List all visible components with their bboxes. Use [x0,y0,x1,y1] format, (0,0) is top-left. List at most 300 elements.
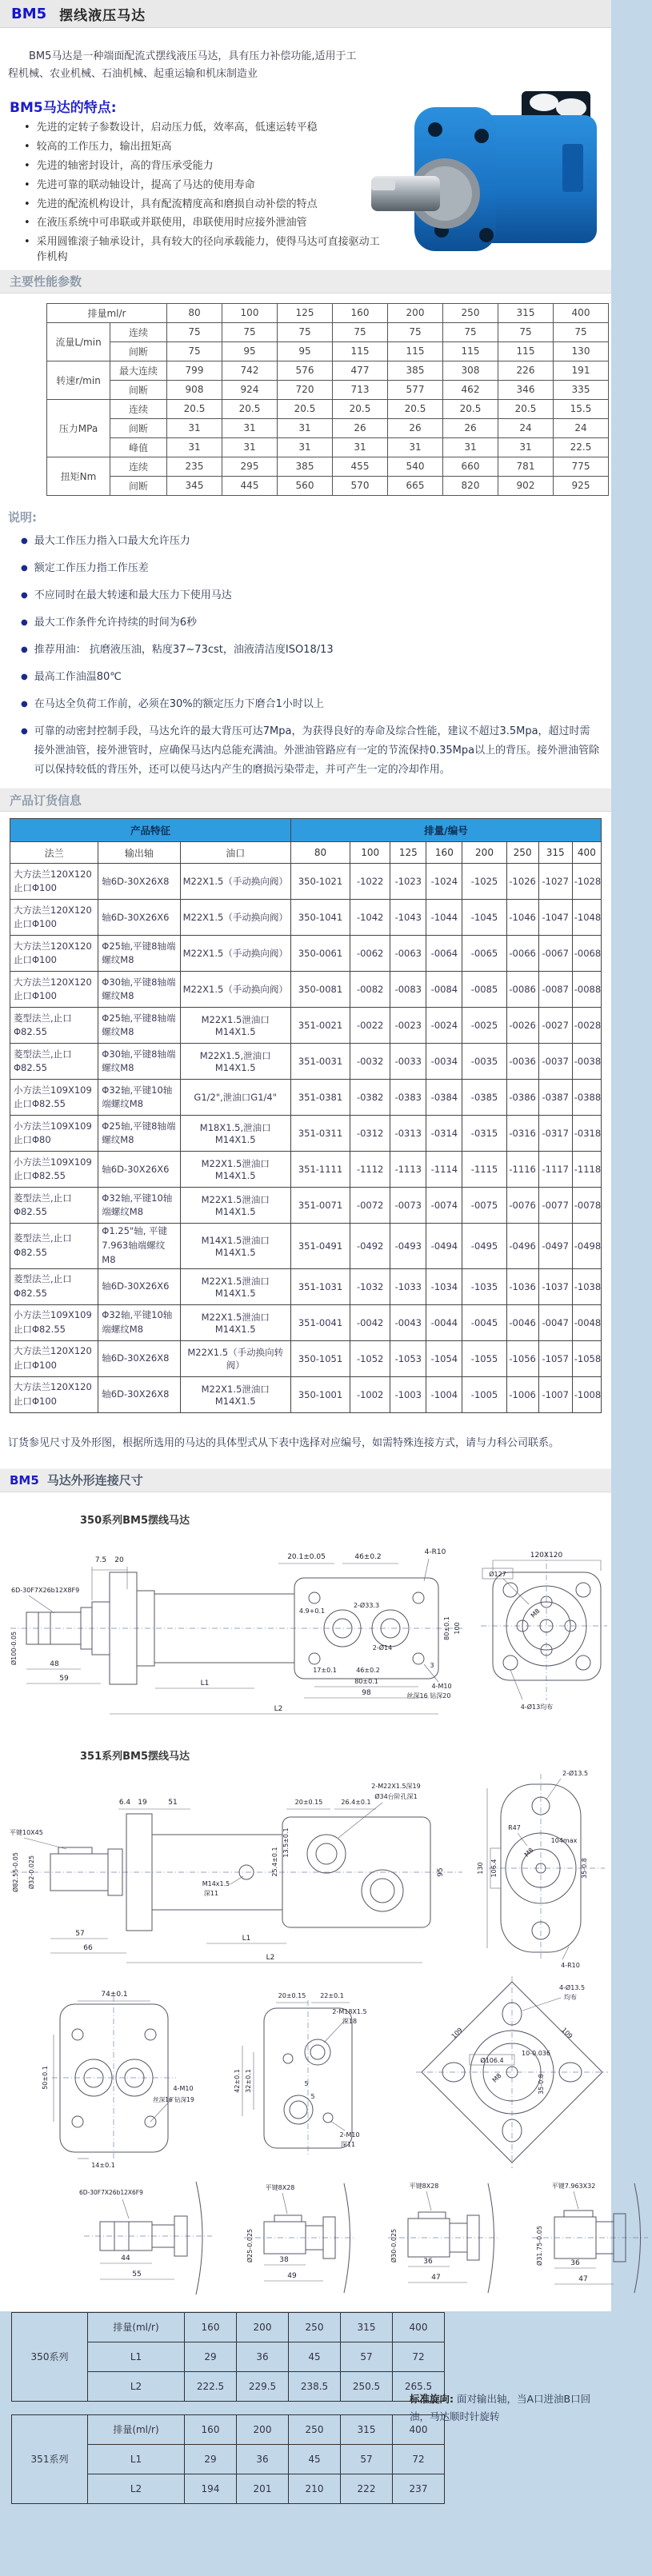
data-cell: -0026 [506,1008,538,1044]
data-cell: -0087 [538,972,572,1008]
group-cell: 扭矩Nm [47,457,110,495]
data-cell: 924 [222,380,278,399]
shaft-cell: Φ30轴,平键8轴端螺纹M8 [98,972,180,1008]
dim-label: 平键7.963X32 [551,2182,596,2190]
shaft-cell: 轴6D-30X26X6 [98,1152,180,1188]
data-cell: 820 [443,476,498,495]
data-cell: 31 [443,437,498,457]
drawing-351-end-view [473,1764,609,1972]
data-cell: -1004 [426,1376,462,1412]
page-title: 摆线液压马达 [59,7,146,24]
section-label: 产品订货信息 [10,793,82,808]
data-cell: -1042 [350,900,390,936]
data-cell: 75 [278,322,333,341]
port-cell: M14X1.5泄油口M14X1.5 [180,1224,290,1268]
intro-section [0,38,611,266]
table-row [10,972,602,1008]
note-item: ● 可靠的动密封控制手段，马达允许的最大背压可达7Mpa，为获得良好的寿命及综合性能，建议不超过3.5Mpa，超过时需接外泄油管，接外泄管时，应确保马达内总能充满油。外泄油管路应有一定的节流保持0.35Mpa以上的背压。接外泄油管除可以保持较低的背压外，还可以使马达内产生的磨损污染带走，并可产生一定的冷却作用。 [21,722,600,780]
dim-label: 49 [287,2271,297,2280]
data-cell: -0073 [390,1188,426,1224]
dim-label: 20.1±0.05 [287,1552,326,1561]
dim-label: 平键8X28 [409,2182,439,2190]
data-cell: -0074 [426,1188,462,1224]
table-row [47,476,609,495]
data-cell: -0385 [462,1080,506,1116]
table-row [47,361,609,380]
shaft-cell: 轴6D-30X26X6 [98,900,180,936]
port-cell: M22X1.5（手动换向阀） [180,900,290,936]
data-cell: 237 [393,2474,445,2503]
dim-label: 80±0.1 [443,1616,450,1640]
data-cell: -0383 [390,1080,426,1116]
data-cell: 335 [554,380,609,399]
data-cell: 315 [341,2414,393,2444]
flange-cell: 菱型法兰,止口Φ82.55 [10,1188,98,1224]
dim-label: 3 [430,1661,434,1669]
data-cell: -0497 [538,1224,572,1268]
flange-cell: 菱型法兰,止口Φ82.55 [10,1008,98,1044]
data-cell: 115 [443,341,498,361]
data-cell: 31 [222,437,278,457]
data-cell: -0317 [538,1116,572,1152]
data-cell: 115 [388,341,443,361]
shaft-cell: Φ1.25"轴, 平键7.963轴端螺纹M8 [98,1224,180,1268]
dim-label: 36 [570,2258,580,2267]
data-cell: 75 [443,322,498,341]
dim-label: 平键10X45 [10,1828,43,1836]
data-cell: -1115 [462,1152,506,1188]
data-cell: 351-0031 [290,1044,350,1080]
data-cell: 315 [341,2312,393,2342]
data-cell: 560 [278,476,333,495]
data-cell: 350-1041 [290,900,350,936]
header-cell: 80 [167,303,222,322]
data-cell: -0083 [390,972,426,1008]
sub-cell: 峰值 [110,437,167,457]
data-cell: 36 [237,2342,289,2371]
data-cell: 20.5 [443,399,498,418]
header-cell: L2 [88,2474,185,2503]
flange-cell: 大方法兰120X120止口Φ100 [10,1376,98,1412]
data-cell: -1002 [350,1376,390,1412]
header-cell: L2 [88,2371,185,2401]
data-cell: 194 [185,2474,237,2503]
data-cell: 75 [554,322,609,341]
header-cell: 125 [278,303,333,322]
table-row [10,1340,602,1376]
data-cell: -1005 [462,1376,506,1412]
dim-label: 35-0.8 [581,1857,588,1879]
data-cell: 20.5 [222,399,278,418]
drawing-shaft-key30 [380,2172,504,2304]
note-item: ● 最大工作压力指入口最大允许压力 [21,532,600,551]
flange-cell: 小方法兰109X109止口Φ80 [10,1116,98,1152]
data-cell: 445 [222,476,278,495]
feature-item: • 先进的定转子参数设计，启动压力低，效率高，低速运转平稳 [24,121,386,136]
drawing-row-350 [0,1528,611,1728]
port-cell: M22X1.5泄油口M14X1.5 [180,1008,290,1044]
data-cell: -0088 [572,972,601,1008]
data-cell: -0066 [506,936,538,972]
data-cell: -0038 [572,1044,601,1080]
data-cell: 210 [289,2474,341,2503]
data-cell: 351-1031 [290,1268,350,1304]
data-cell: 345 [167,476,222,495]
sub-cell: 连续 [110,322,167,341]
size-table-350 [11,2312,445,2402]
sub-cell: 间断 [110,476,167,495]
data-cell: 235 [167,457,222,476]
drawing-shaft-key25 [236,2172,360,2304]
table-header-row [10,819,602,842]
dim-label: 2-Ø14 [372,1643,393,1651]
data-cell: -0064 [426,936,462,972]
dim-label: 80±0.1 [354,1677,378,1685]
data-cell: 665 [388,476,443,495]
data-cell: -1113 [390,1152,426,1188]
header-cell: L1 [88,2444,185,2474]
data-cell: 31 [222,418,278,437]
dim-label: 38 [279,2255,289,2264]
data-cell: -0037 [538,1044,572,1080]
feature-item: • 较高的工作压力，输出扭矩高 [24,140,386,155]
data-cell: -1048 [572,900,601,936]
dim-label: 5 [310,2092,315,2100]
data-cell: 20.5 [333,399,388,418]
dim-label: Ø34台阶孔深1 [374,1792,418,1800]
port-cell: M22X1.5（手动换向转阀） [180,1340,290,1376]
data-cell: 400 [393,2414,445,2444]
header-cell: 200 [462,842,506,864]
table-row [47,303,609,322]
shaft-cell: 轴6D-30X26X8 [98,1340,180,1376]
dim-label: 2-M10 [339,2131,360,2139]
data-cell: 72 [393,2444,445,2474]
dim-label: 51 [168,1798,178,1807]
data-cell: 31 [333,437,388,457]
data-cell: -0086 [506,972,538,1008]
data-cell: 31 [498,437,554,457]
dim-label: 44 [121,2254,130,2262]
dim-label: Ø32-0.025 [28,1855,35,1889]
data-cell: -0495 [462,1224,506,1268]
data-cell: -1045 [462,900,506,936]
note-item: ● 额定工作压力指工作压差 [21,559,600,578]
data-cell: -1114 [426,1152,462,1188]
data-cell: -0033 [390,1044,426,1080]
data-cell: 191 [554,361,609,380]
dim-label: 4-M10 [431,1682,452,1690]
group-cell: 转速r/min [47,361,110,399]
ordering-table [10,818,602,1412]
data-cell: -0318 [572,1116,601,1152]
header-cell: 125 [390,842,426,864]
data-cell: -1052 [350,1340,390,1376]
dim-label: 32±0.1 [245,2069,252,2093]
data-cell: 75 [222,322,278,341]
data-cell: 200 [237,2414,289,2444]
data-cell: -1044 [426,900,462,936]
dim-label: 平键8X28 [265,2183,295,2191]
port-cell: M22X1.5泄油口M14X1.5 [180,1188,290,1224]
dim-label: Ø127 [489,1570,506,1578]
data-cell: -0312 [350,1116,390,1152]
dim-label: 22±0.1 [320,1991,344,1999]
data-cell: -1026 [506,864,538,900]
dim-label: Ø82.55-0.05 [12,1851,19,1892]
data-cell: 26 [333,418,388,437]
dim-label: 6D-30F7X26b12X6F9 [79,2188,143,2196]
data-cell: -1037 [538,1268,572,1304]
rotation-note-label: 标准旋向: [410,2392,454,2405]
data-cell: -0043 [390,1304,426,1340]
dim-label: 6.4 [118,1798,131,1807]
dim-label: 26.4±0.1 [341,1798,371,1806]
size-table-351 [11,2414,445,2504]
shaft-cell: Φ25轴,平键8轴端螺纹M8 [98,1008,180,1044]
data-cell: -0067 [538,936,572,972]
data-cell: -1053 [390,1340,426,1376]
data-cell: 385 [388,361,443,380]
data-cell: -0498 [572,1224,601,1268]
data-cell: 115 [498,341,554,361]
data-cell: 265.5 [393,2371,445,2401]
data-cell: -0078 [572,1188,601,1224]
note-item: ● 不应同时在最大转速和最大压力下使用马达 [21,586,600,605]
data-cell: -0065 [462,936,506,972]
data-cell: -0032 [350,1044,390,1080]
dim-label: 4-R10 [561,1961,580,1969]
flange-cell: 大方法兰120X120止口Φ100 [10,900,98,936]
data-cell: 775 [554,457,609,476]
header-cell: 160 [333,303,388,322]
dim-label: 4-Ø13均布 [520,1703,554,1711]
data-cell: -0313 [390,1116,426,1152]
data-cell: -0494 [426,1224,462,1268]
feature-item: • 采用圆锥滚子轴承设计，具有较大的径向承载能力，使得马达可直接驱动工作机构 [24,235,386,266]
table-row [10,1080,602,1116]
data-cell: 31 [278,418,333,437]
dim-label: 2-Ø13.5 [562,1769,589,1777]
header-cell: 200 [388,303,443,322]
dim-label: 36 [423,2257,433,2266]
series-cell: 351系列 [12,2414,88,2503]
note-item: ● 推荐用油： 抗磨液压油，粘度37~73cst，油液清洁度ISO18/13 [21,641,600,660]
data-cell: -1022 [350,864,390,900]
table-row [10,1188,602,1224]
data-cell: -0388 [572,1080,601,1116]
data-cell: 115 [333,341,388,361]
table-row [10,864,602,900]
dim-label: 66 [83,1943,93,1952]
data-cell: 75 [498,322,554,341]
drawing-port-face-351 [228,1972,388,2172]
table-row [10,1268,602,1304]
group-cell: 压力MPa [47,399,110,457]
dim-label: 47 [578,2274,588,2283]
shaft-cell: 轴6D-30X26X6 [98,1268,180,1304]
data-cell: 400 [393,2312,445,2342]
table-row [47,322,609,341]
data-cell: 20.5 [388,399,443,418]
data-cell: -1025 [462,864,506,900]
table-row [10,1376,602,1412]
data-cell: -1008 [572,1376,601,1412]
data-cell: -0496 [506,1224,538,1268]
shaft-cell: 轴6D-30X26X8 [98,864,180,900]
data-cell: 72 [393,2342,445,2371]
shaft-cell: Φ30轴,平键8轴端螺纹M8 [98,1044,180,1080]
data-cell: 902 [498,476,554,495]
data-cell: 31 [167,437,222,457]
dim-label: Ø31.75-0.05 [536,2225,543,2266]
dim-label: 14±0.1 [91,2161,115,2169]
data-cell: 24 [498,418,554,437]
section-heading-dimensions [0,1468,611,1492]
data-cell: 351-1111 [290,1152,350,1188]
section-heading-ordering [0,788,611,812]
header-cell: 100 [222,303,278,322]
table-row [10,1152,602,1188]
data-cell: 201 [237,2474,289,2503]
data-cell: 95 [222,341,278,361]
dim-label: L2 [266,1953,275,1962]
data-cell: 576 [278,361,333,380]
table-row [47,341,609,361]
data-cell: 577 [388,380,443,399]
sub-cell: 间断 [110,341,167,361]
sub-cell: 连续 [110,399,167,418]
dim-label: R47 [508,1823,521,1831]
flange-cell: 小方法兰109X109止口Φ82.55 [10,1304,98,1340]
dim-label: 46±0.2 [354,1552,382,1561]
features-heading: BM5马达的特点: [10,100,117,117]
data-cell: -0046 [506,1304,538,1340]
table-row [10,1116,602,1152]
data-cell: 350-0081 [290,972,350,1008]
port-cell: M22X1.5（手动换向阀） [180,972,290,1008]
model-code: BM5 [11,5,47,22]
drawing-shaft-key31 [524,2172,652,2304]
data-cell: 229.5 [237,2371,289,2401]
data-cell: 799 [167,361,222,380]
table-row [47,399,609,418]
header-cell: 排量ml/r [47,303,167,322]
dim-label: L1 [200,1679,210,1687]
table-row [47,380,609,399]
data-cell: -0382 [350,1080,390,1116]
dim-label: 48 [50,1659,59,1668]
data-cell: 781 [498,457,554,476]
port-cell: G1/2",泄油口G1/4" [180,1080,290,1116]
features-list [24,121,386,266]
flange-cell: 大方法兰120X120止口Φ100 [10,972,98,1008]
data-cell: -0035 [462,1044,506,1080]
flange-cell: 大方法兰120X120止口Φ100 [10,1340,98,1376]
section-label: 主要性能参数 [10,274,82,290]
data-cell: -1058 [572,1340,601,1376]
data-cell: 31 [278,437,333,457]
data-cell: 351-0381 [290,1080,350,1116]
data-cell: -0025 [462,1008,506,1044]
data-cell: 720 [278,380,333,399]
notes-heading: 说明: [8,509,37,525]
data-cell: 250 [289,2312,341,2342]
dim-label: 25.4±0.1 [271,1847,278,1877]
data-cell: 250 [289,2414,341,2444]
dim-label: 109 [560,2026,574,2040]
data-cell: -0063 [390,936,426,972]
port-cell: M22X1.5泄油口M14X1.5 [180,1152,290,1188]
data-cell: -1057 [538,1340,572,1376]
data-cell: 222.5 [185,2371,237,2401]
dim-label: 17±0.1 [313,1666,337,1674]
header-cell: 100 [350,842,390,864]
data-cell: -0023 [390,1008,426,1044]
drawing-350-side-view [6,1528,466,1728]
sub-cell: 间断 [110,380,167,399]
dim-label: 120X120 [530,1551,563,1560]
data-cell: 45 [289,2444,341,2474]
data-cell: -1055 [462,1340,506,1376]
table-header-row [10,842,602,864]
drawing-shaft-spline [76,2172,216,2304]
data-cell: 20.5 [498,399,554,418]
dim-label: 丝深16 钻深20 [406,1691,451,1699]
data-cell: 22.5 [554,437,609,457]
port-cell: M22X1.5泄油口M14X1.5 [180,1268,290,1304]
data-cell: -1006 [506,1376,538,1412]
data-cell: -1035 [462,1268,506,1304]
data-cell: 570 [333,476,388,495]
shaft-cell: Φ25轴,平键8轴端螺纹M8 [98,1116,180,1152]
flange-cell: 菱型法兰,止口Φ82.55 [10,1224,98,1268]
data-cell: -0045 [462,1304,506,1340]
dim-label: 4-M10 [173,2084,194,2092]
note-item: ● 在马达全负荷工作前，必须在30%的额定压力下磨合1小时以上 [21,695,600,714]
table-row [10,936,602,972]
dim-label: 50±0.1 [42,2066,49,2090]
data-cell: -1024 [426,864,462,900]
data-cell: 160 [185,2414,237,2444]
data-cell: 462 [443,380,498,399]
data-cell: -0068 [572,936,601,972]
table-row [10,900,602,936]
shaft-cell: 轴6D-30X26X8 [98,1376,180,1412]
data-cell: -1007 [538,1376,572,1412]
feature-item: • 先进的配流机构设计，具有配流精度高和磨损自动补偿的特点 [24,198,386,213]
dim-label: Ø30-0.025 [390,2228,398,2262]
header-cell: L1 [88,2342,185,2371]
data-cell: 713 [333,380,388,399]
data-cell: 222 [341,2474,393,2503]
data-cell: 238.5 [289,2371,341,2401]
drawing-350-end-view [473,1528,609,1728]
port-cell: M22X1.5（手动换向阀） [180,864,290,900]
feature-item: • 先进的轴密封设计，高的背压承受能力 [24,159,386,174]
series-cell: 350系列 [12,2312,88,2401]
ordering-note: 订货参见尺寸及外形图，根据所选用的马达的具体型式从下表中选择对应编号，如需特殊连接方式，请与力科公司联系。 [8,1436,560,1449]
dim-label: 10-0.036 [522,2049,550,2057]
data-cell: 26 [388,418,443,437]
data-cell: 15.5 [554,399,609,418]
data-cell: -1028 [572,864,601,900]
table-row [12,2312,445,2342]
product-photo [365,74,605,270]
header-cell: 400 [572,842,601,864]
section-label-code: BM5 [10,1472,39,1488]
data-cell: -0072 [350,1188,390,1224]
